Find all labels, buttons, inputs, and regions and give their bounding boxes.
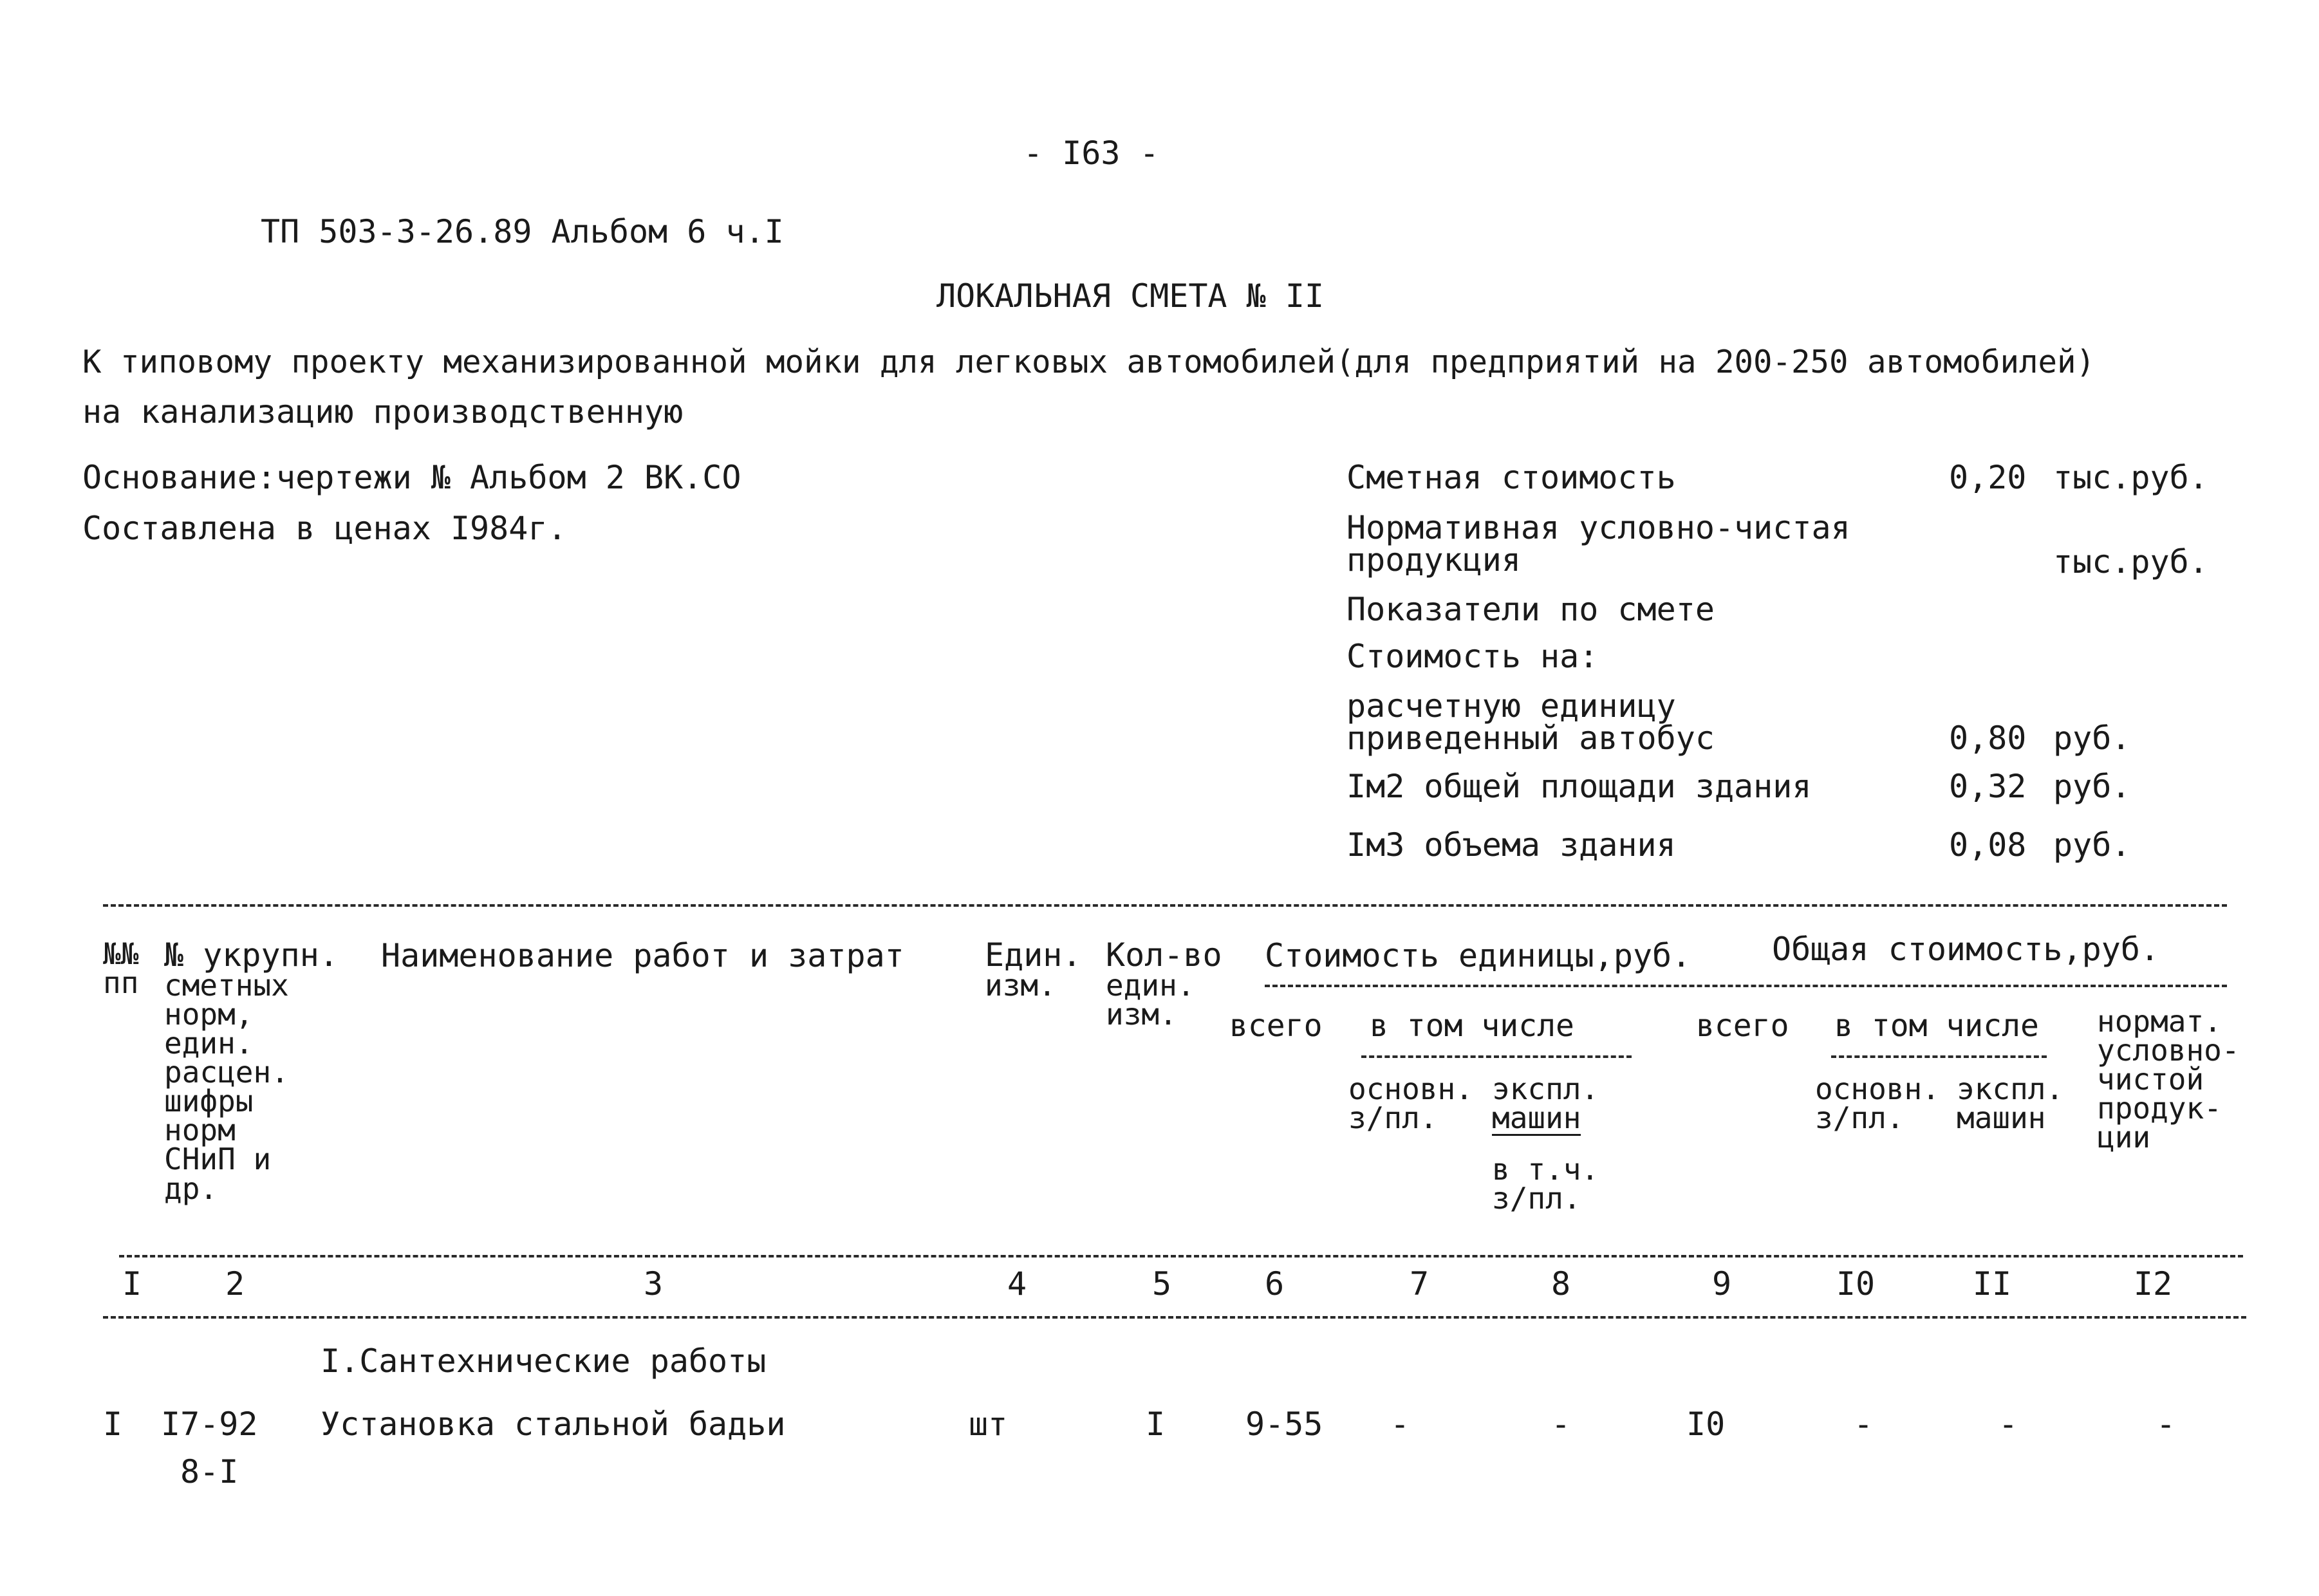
header-total-base-wage: основн. з/пл. [1815,1072,1940,1136]
row-total-base-wage: - [1854,1406,1874,1443]
header-norm-code: № укрупн. сметных норм, един. расцен. шифры норм СНиП и др. [164,936,339,1206]
norm-label-2: продукция [1346,541,1521,579]
row-unit-machine-op: - [1551,1406,1571,1443]
header-norm-product: нормат. условно- чистой продук- ции [2097,1004,2240,1155]
prices-text: Составлена в ценах I984г. [82,510,567,547]
col-num-4: 4 [1007,1265,1027,1303]
row-number: I [103,1406,123,1443]
section-heading: I.Сантехнические работы [321,1342,767,1380]
header-unit-cost-group: Стоимость единицы,руб. [1265,937,1691,974]
col-num-1: I [122,1265,142,1303]
unit-value: 0,80 [1949,719,2027,757]
page-number: - I63 - [1023,135,1159,172]
subtitle-line-2: на канализацию производственную [82,393,684,431]
row-code-1: I7-92 [161,1406,258,1443]
norm-label-1: Нормативная условно-чистая [1346,509,1850,546]
col-num-3: 3 [643,1265,664,1303]
row-unit: шт [969,1406,1008,1443]
row-total-machine-op: - [1998,1406,2018,1443]
header-work-name: Наименование работ и затрат [381,937,904,974]
header-unit-machine-op: экспл. машин [1492,1072,1599,1136]
col-num-6: 6 [1264,1265,1285,1303]
area-value: 0,32 [1949,768,2027,805]
header-unit-base-wage: основн. з/пл. [1348,1072,1473,1136]
estimate-title: ЛОКАЛЬНАЯ СМЕТА № II [936,277,1325,315]
unit-unit: руб. [2053,719,2131,757]
col-num-9: 9 [1711,1265,1732,1303]
unit-label-1: расчетную единицу [1346,687,1676,725]
row-quantity: I [1146,1406,1166,1443]
header-unit-total: всего [1229,1008,1323,1044]
row-total: I0 [1686,1406,1726,1443]
volume-value: 0,08 [1949,826,2027,864]
header-total-total: всего [1696,1008,1789,1044]
header-unit-incl-wage: в т.ч. з/пл. [1492,1152,1599,1216]
row-unit-total: 9-55 [1245,1406,1323,1443]
area-label: Iм2 общей площади здания [1346,768,1812,805]
header-row-number: №№ пп [103,936,139,1001]
cost-unit: тыс.руб. [2053,459,2208,496]
header-unit-including: в том числе [1370,1008,1574,1044]
column-numbers-rule [103,1316,2246,1319]
row-work-name: Установка стальной бадьи [321,1406,786,1443]
unit-incl-rule [1361,1055,1632,1058]
cost-per-label: Стоимость на: [1346,638,1599,675]
header-quantity: Кол-во един. изм. [1106,936,1222,1032]
col-num-2: 2 [225,1265,245,1303]
col-num-12: I2 [2133,1265,2173,1303]
basis-text: Основание:чертежи № Альбом 2 ВК.СО [82,459,741,496]
indicators-label: Показатели по смете [1346,591,1715,628]
table-top-rule [103,904,2227,907]
col-num-10: I0 [1836,1265,1876,1303]
row-unit-base-wage: - [1390,1406,1410,1443]
header-unit: Един. изм. [985,936,1082,1003]
header-total-cost-group: Общая стоимость,руб. [1772,931,2160,968]
volume-unit: руб. [2053,826,2131,864]
header-total-machine-op: экспл. машин [1957,1072,2064,1136]
row-norm-product: - [2156,1406,2176,1443]
col-num-5: 5 [1151,1265,1172,1303]
cost-group-rule [1265,985,2227,987]
row-code-2: 8-I [180,1453,239,1490]
subtitle-line-1: К типовому проекту механизированной мойки для легковых автомобилей(для предприятий на 200-250 автомобилей) [82,344,2096,380]
document-code: ТП 503-3-26.89 Альбом 6 ч.I [261,213,784,250]
cost-label: Сметная стоимость [1346,459,1676,496]
col-num-7: 7 [1409,1265,1430,1303]
total-incl-rule [1831,1055,2047,1058]
col-num-8: 8 [1551,1265,1571,1303]
unit-label-2: приведенный автобус [1346,719,1715,757]
col-num-11: II [1972,1265,2012,1303]
cost-value: 0,20 [1949,459,2027,496]
area-unit: руб. [2053,768,2131,805]
header-total-including: в том числе [1834,1008,2039,1044]
norm-unit: тыс.руб. [2053,543,2208,580]
volume-label: Iм3 объема здания [1346,826,1676,864]
header-bottom-rule [119,1255,2243,1257]
